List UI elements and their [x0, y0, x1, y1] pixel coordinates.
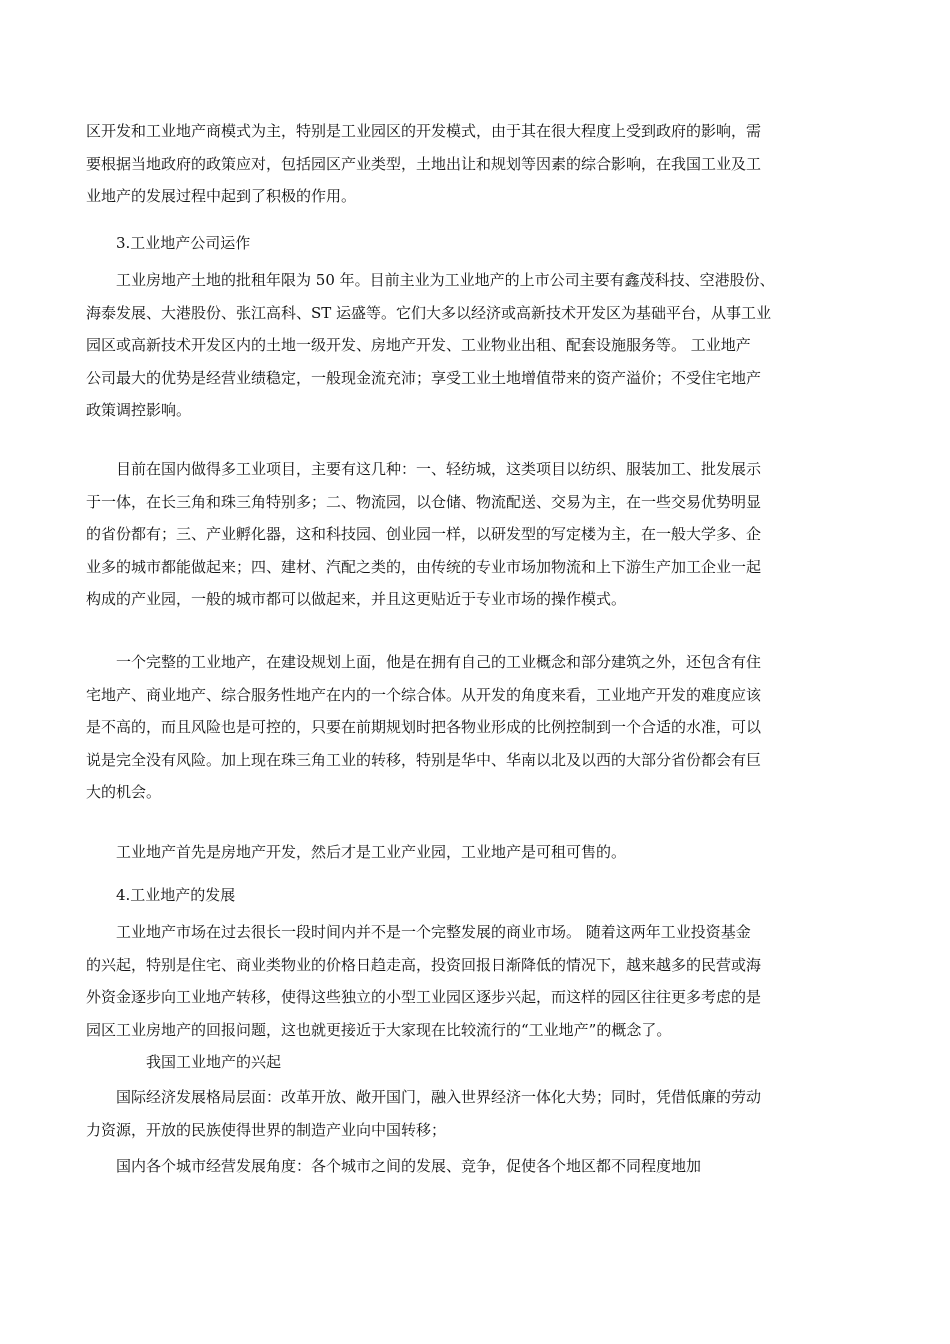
section-heading-company-operation: 3.工业地产公司运作	[116, 234, 251, 252]
section-heading-development: 4.工业地产的发展	[116, 886, 236, 904]
text-line: 说是完全没有风险。加上现在珠三角工业的转移，特别是华中、华南以北及以西的大部分省份都会有巨	[86, 750, 762, 769]
text-line: 的兴起，特别是住宅、商业类物业的价格日趋走高，投资回报日渐降低的情况下，越来越多的民营或海	[86, 955, 762, 974]
text-line: 于一体，在长三角和珠三角特别多；二、物流园，以仓储、物流配送、交易为主，在一些交易优势明显	[86, 492, 762, 511]
text-line: 是不高的，而且风险也是可控的，只要在前期规划时把各物业形成的比例控制到一个合适的水准，可以	[86, 718, 762, 736]
text-line: 国际经济发展格局层面：改革开放、敞开国门，融入世界经济一体化大势；同时，凭借低廉的劳动	[116, 1088, 762, 1106]
text-line: 工业地产市场在过去很长一段时间内并不是一个完整发展的商业市场。 随着这两年工业投资基金	[116, 923, 751, 941]
text-line: 力资源，开放的民族使得世界的制造产业向中国转移；	[86, 1120, 447, 1139]
text-line: 外资金逐步向工业地产转移，使得这些独立的小型工业园区逐步兴起，而这样的园区往往更多考虑的是	[86, 988, 762, 1006]
paragraph-rent-and-sale	[86, 836, 850, 869]
text-line: 要根据当地政府的政策应对，包括园区产业类型，土地出让和规划等因素的综合影响，在我国工业及工	[86, 154, 762, 173]
text-line: 园区或高新技术开发区内的土地一级开发、房地产开发、工业物业出租、配套设施服务等。 工业地产	[86, 336, 751, 354]
paragraph-project-types	[86, 453, 850, 616]
section-heading-rise: 我国工业地产的兴起	[146, 1053, 282, 1071]
text-line: 一个完整的工业地产，在建设规划上面，他是在拥有自己的工业概念和部分建筑之外，还包含有住	[116, 653, 762, 671]
text-line: 工业地产首先是房地产开发，然后才是工业产业园，工业地产是可租可售的。	[116, 843, 627, 861]
text-line: 区开发和工业地产商模式为主，特别是工业园区的开发模式，由于其在很大程度上受到政府的影响，需	[86, 122, 762, 140]
paragraph-international-economy	[86, 1081, 850, 1146]
text-line: 业多的城市都能做起来；四、建材、汽配之类的，由传统的专业市场加物流和上下游生产加工企业一起	[86, 557, 762, 576]
text-line: 海泰发展、大港股份、张江高科、ST 运盛等。它们大多以经济或高新技术开发区为基础平台，从事工业	[86, 303, 772, 322]
text-line: 大的机会。	[86, 783, 162, 801]
paragraph-complete-industrial-estate	[86, 646, 850, 809]
paragraph-intro-continuation	[86, 115, 850, 213]
text-line: 构成的产业园，一般的城市都可以做起来，并且这更贴近于专业市场的操作模式。	[86, 590, 627, 608]
text-line: 政策调控影响。	[86, 401, 192, 419]
paragraph-market-history	[86, 916, 850, 1046]
paragraph-land-lease	[86, 264, 850, 427]
text-line: 公司最大的优势是经营业绩稳定，一般现金流充沛；享受工业土地增值带来的资产溢价；不受住宅地产	[86, 368, 762, 387]
text-line: 的省份都有；三、产业孵化器，这和科技园、创业园一样，以研发型的写定楼为主，在一般大学多、企	[86, 525, 762, 543]
text-line: 宅地产、商业地产、综合服务性地产在内的一个综合体。从开发的角度来看，工业地产开发的难度应该	[86, 685, 762, 704]
text-line: 业地产的发展过程中起到了积极的作用。	[86, 187, 357, 205]
text-line: 目前在国内做得多工业项目，主要有这几种：一、轻纺城，这类项目以纺织、服装加工、批发展示	[116, 460, 762, 478]
paragraph-domestic-cities	[86, 1150, 850, 1183]
text-line: 国内各个城市经营发展角度：各个城市之间的发展、竞争，促使各个地区都不同程度地加	[116, 1157, 702, 1175]
text-line: 园区工业房地产的回报问题，这也就更接近于大家现在比较流行的“工业地产”的概念了。	[86, 1020, 672, 1039]
text-line: 工业房地产土地的批租年限为 50 年。目前主业为工业地产的上市公司主要有鑫茂科技、空港股份、	[116, 271, 775, 289]
